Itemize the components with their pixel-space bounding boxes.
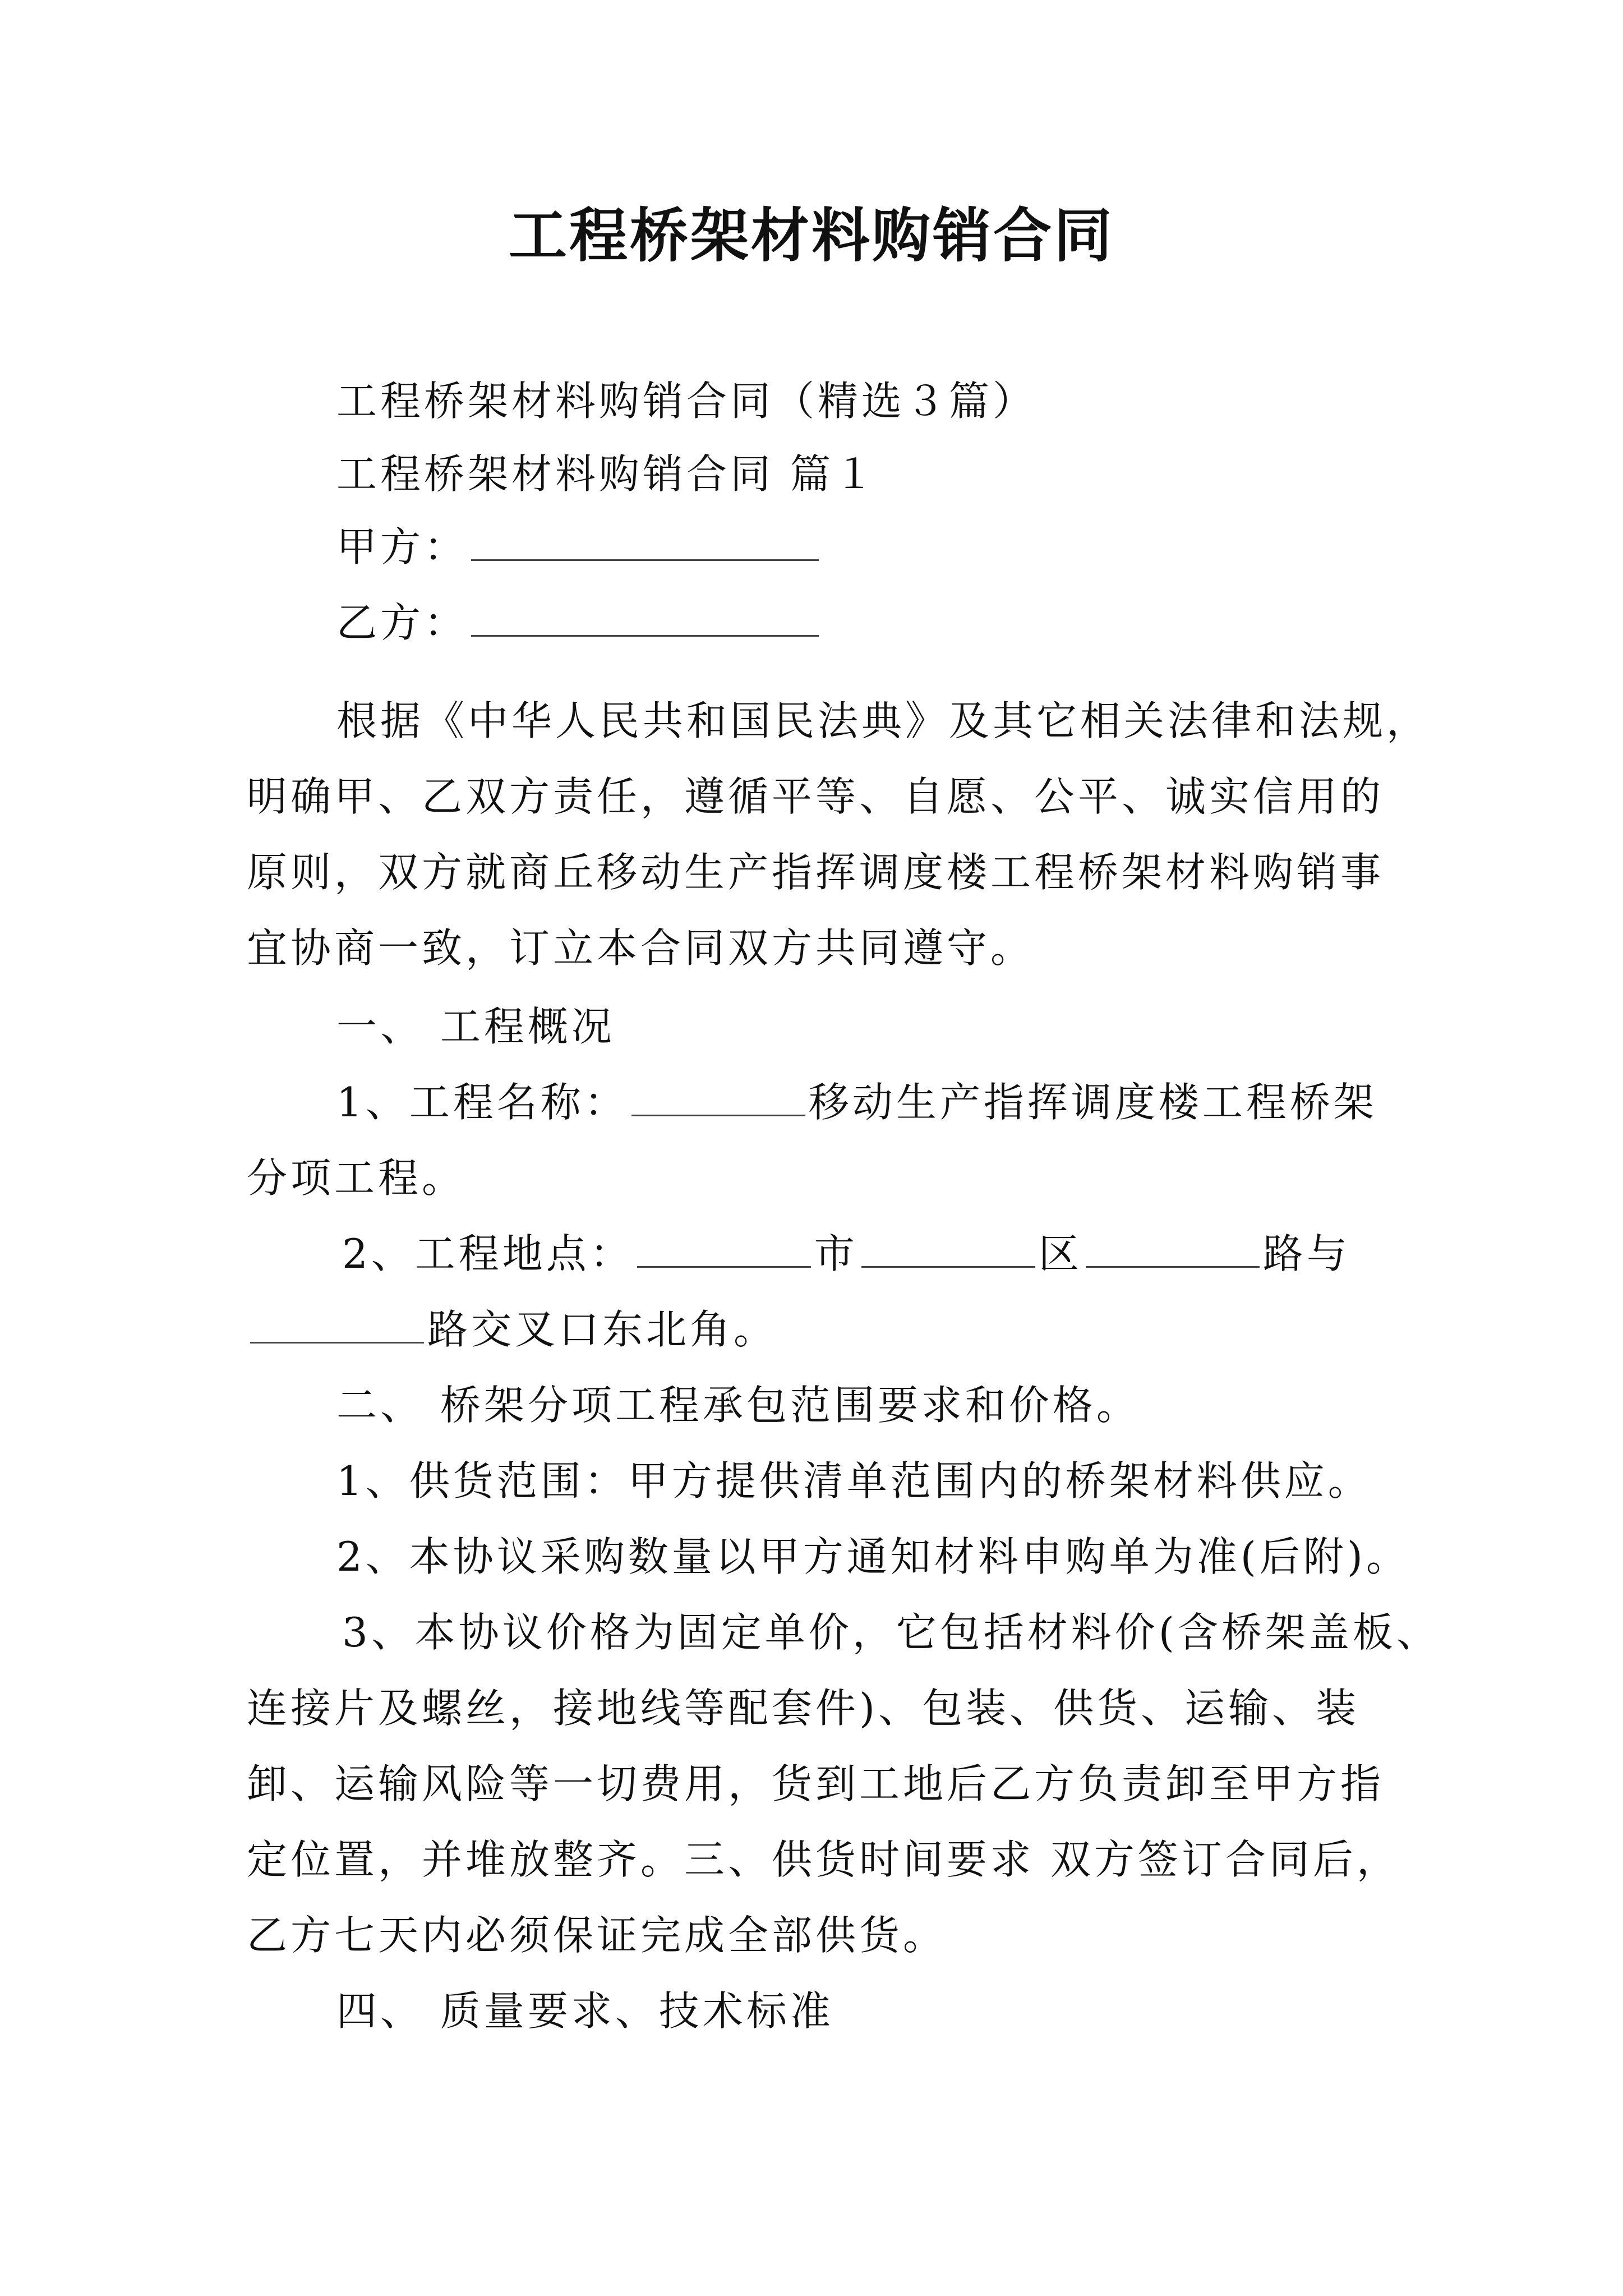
subtitle-line: 工程桥架材料购销合同（精选３篇） [336, 378, 1037, 425]
clause-heading-line: 四、 质量要求、技术标准 [336, 1987, 834, 2035]
project-name-text: 移动生产指挥调度楼工程桥架 [808, 1079, 1377, 1126]
road-blank [1086, 1227, 1260, 1268]
road-2-blank [250, 1303, 424, 1343]
paragraph-line: 1、供货范围：甲方提供清单范围内的桥架材料供应。 [336, 1457, 1372, 1504]
project-location-line [342, 1226, 1413, 1282]
paragraph-line: 宜协商一致，订立本合同双方共同遵守。 [247, 924, 1035, 972]
city-label: 市 [814, 1230, 858, 1277]
section-heading-line: 工程桥架材料购销合同 篇１ [336, 450, 878, 498]
party-a-label: 甲方： [336, 523, 468, 570]
project-location-cont-line [247, 1301, 1413, 1358]
paragraph-line: 连接片及螺丝，接地线等配套件)、包装、供货、运输、装 [247, 1685, 1360, 1732]
paragraph-line: 2、本协议采购数量以甲方通知材料申购单为准(后附)。 [336, 1533, 1410, 1580]
project-name-blank [631, 1075, 805, 1116]
clause-heading-line: 一、 工程概况 [336, 1003, 615, 1050]
paragraph-line: 根据《中华人民共和国民法典》及其它相关法律和法规， [336, 697, 1431, 744]
intersection-text: 路交叉口东北角。 [427, 1306, 778, 1353]
party-a-line [336, 519, 1413, 575]
party-b-blank [471, 596, 819, 637]
paragraph-line: 分项工程。 [247, 1154, 466, 1202]
party-b-line [336, 595, 1413, 651]
project-name-label: 1、工程名称： [336, 1079, 628, 1126]
district-label: 区 [1038, 1230, 1082, 1277]
paragraph-line: 3、本协议价格为固定单价，它包括材料价(含桥架盖板、 [342, 1609, 1440, 1656]
city-blank [637, 1227, 811, 1268]
project-name-line [336, 1074, 1413, 1130]
clause-heading-line: 二、 桥架分项工程承包范围要求和价格。 [336, 1382, 1140, 1429]
document-title: 工程桥架材料购销合同 [508, 201, 1114, 270]
party-a-blank [471, 520, 819, 561]
paragraph-line: 卸、运输风险等一切费用，货到工地后乙方负责卸至甲方指 [247, 1760, 1385, 1807]
project-location-label: 2、工程地点： [342, 1230, 634, 1277]
road-label: 路与 [1262, 1230, 1350, 1277]
district-blank [861, 1227, 1035, 1268]
paragraph-line: 定位置，并堆放整齐。三、供货时间要求 双方签订合同后， [247, 1836, 1400, 1883]
paragraph-line: 乙方七天内必须保证完成全部供货。 [247, 1912, 947, 1959]
paragraph-line: 原则，双方就商丘移动生产指挥调度楼工程桥架材料购销事 [247, 849, 1385, 896]
paragraph-line: 明确甲、乙双方责任，遵循平等、自愿、公平、诚实信用的 [247, 773, 1385, 820]
party-b-label: 乙方： [336, 599, 468, 646]
